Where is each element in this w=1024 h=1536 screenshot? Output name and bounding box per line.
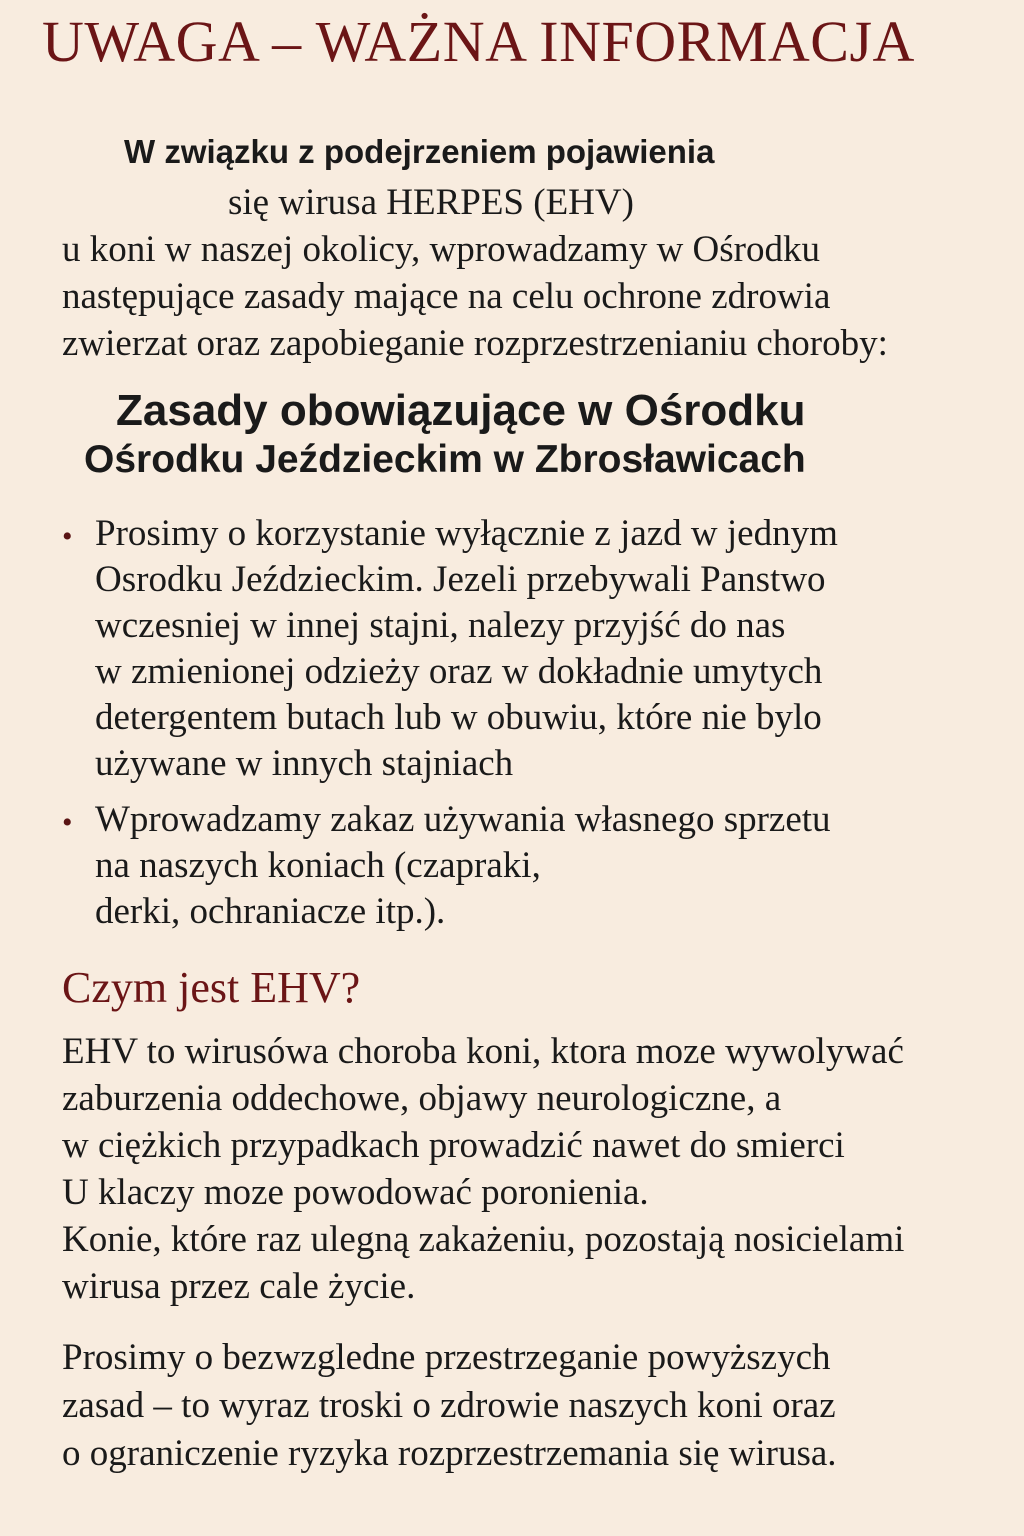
closing-line: Prosimy o bezwzgledne przestrzeganie powyższych xyxy=(62,1337,831,1378)
rules-heading-line-1: Zasady obowiązujące w Ośrodku xyxy=(116,386,806,435)
intro-paragraph-line: zwierzat oraz zapobieganie rozprzestrzenianiu choroby: xyxy=(62,323,888,364)
ehv-line: EHV to wirusówa choroba koni, ktora moze wywolywać xyxy=(62,1031,904,1072)
ehv-heading: Czym jest EHV? xyxy=(62,963,361,1012)
ehv-line: Konie, które raz ulegną zakażeniu, pozostają nosicielami xyxy=(62,1219,905,1260)
rule-2-line: na naszych koniach (czapraki, xyxy=(95,845,541,886)
ehv-line: w ciężkich przypadkach prowadzić nawet do smierci xyxy=(62,1125,845,1166)
ehv-line: wirusa przez cale życie. xyxy=(62,1266,416,1307)
intro-paragraph-line: następujące zasady mające na celu ochrone zdrowia xyxy=(62,276,831,317)
rule-2-line: derki, ochraniacze itp.). xyxy=(95,891,446,932)
bullet-icon: • xyxy=(62,806,73,839)
intro-line-1: W związku z podejrzeniem pojawienia xyxy=(124,133,715,170)
closing-line: zasad – to wyraz troski o zdrowie naszych koni oraz xyxy=(62,1385,836,1426)
rule-1-line: Prosimy o korzystanie wyłącznie z jazd w jednym xyxy=(95,513,838,554)
rule-1-line: używane w innych stajniach xyxy=(95,743,514,784)
rule-1-line: Osrodku Jeździeckim. Jezeli przebywali Panstwo xyxy=(95,559,826,600)
ehv-line: U klaczy moze powodować poronienia. xyxy=(62,1172,649,1213)
rule-1-line: wczesniej w innej stajni, nalezy przyjść do nas xyxy=(95,605,786,646)
intro-paragraph-line: u koni w naszej okolicy, wprowadzamy w Ośrodku xyxy=(62,229,820,270)
closing-line: o ograniczenie ryzyka rozprzestrzemania się wirusa. xyxy=(62,1433,837,1474)
bullet-icon: • xyxy=(62,520,73,553)
intro-line-2: się wirusa HERPES (EHV) xyxy=(228,182,634,223)
rule-1-line: detergentem butach lub w obuwiu, które nie bylo xyxy=(95,697,822,738)
ehv-line: zaburzenia oddechowe, objawy neurologiczne, a xyxy=(62,1078,782,1119)
notice-title: UWAGA – WAŻNA INFORMACJA xyxy=(42,9,915,74)
rule-2-line: Wprowadzamy zakaz używania własnego sprzetu xyxy=(95,799,831,840)
rules-heading-line-2: Ośrodku Jeździeckim w Zbrosławicach xyxy=(84,438,806,481)
rule-1-line: w zmienionej odzieży oraz w dokładnie umytych xyxy=(95,651,823,692)
